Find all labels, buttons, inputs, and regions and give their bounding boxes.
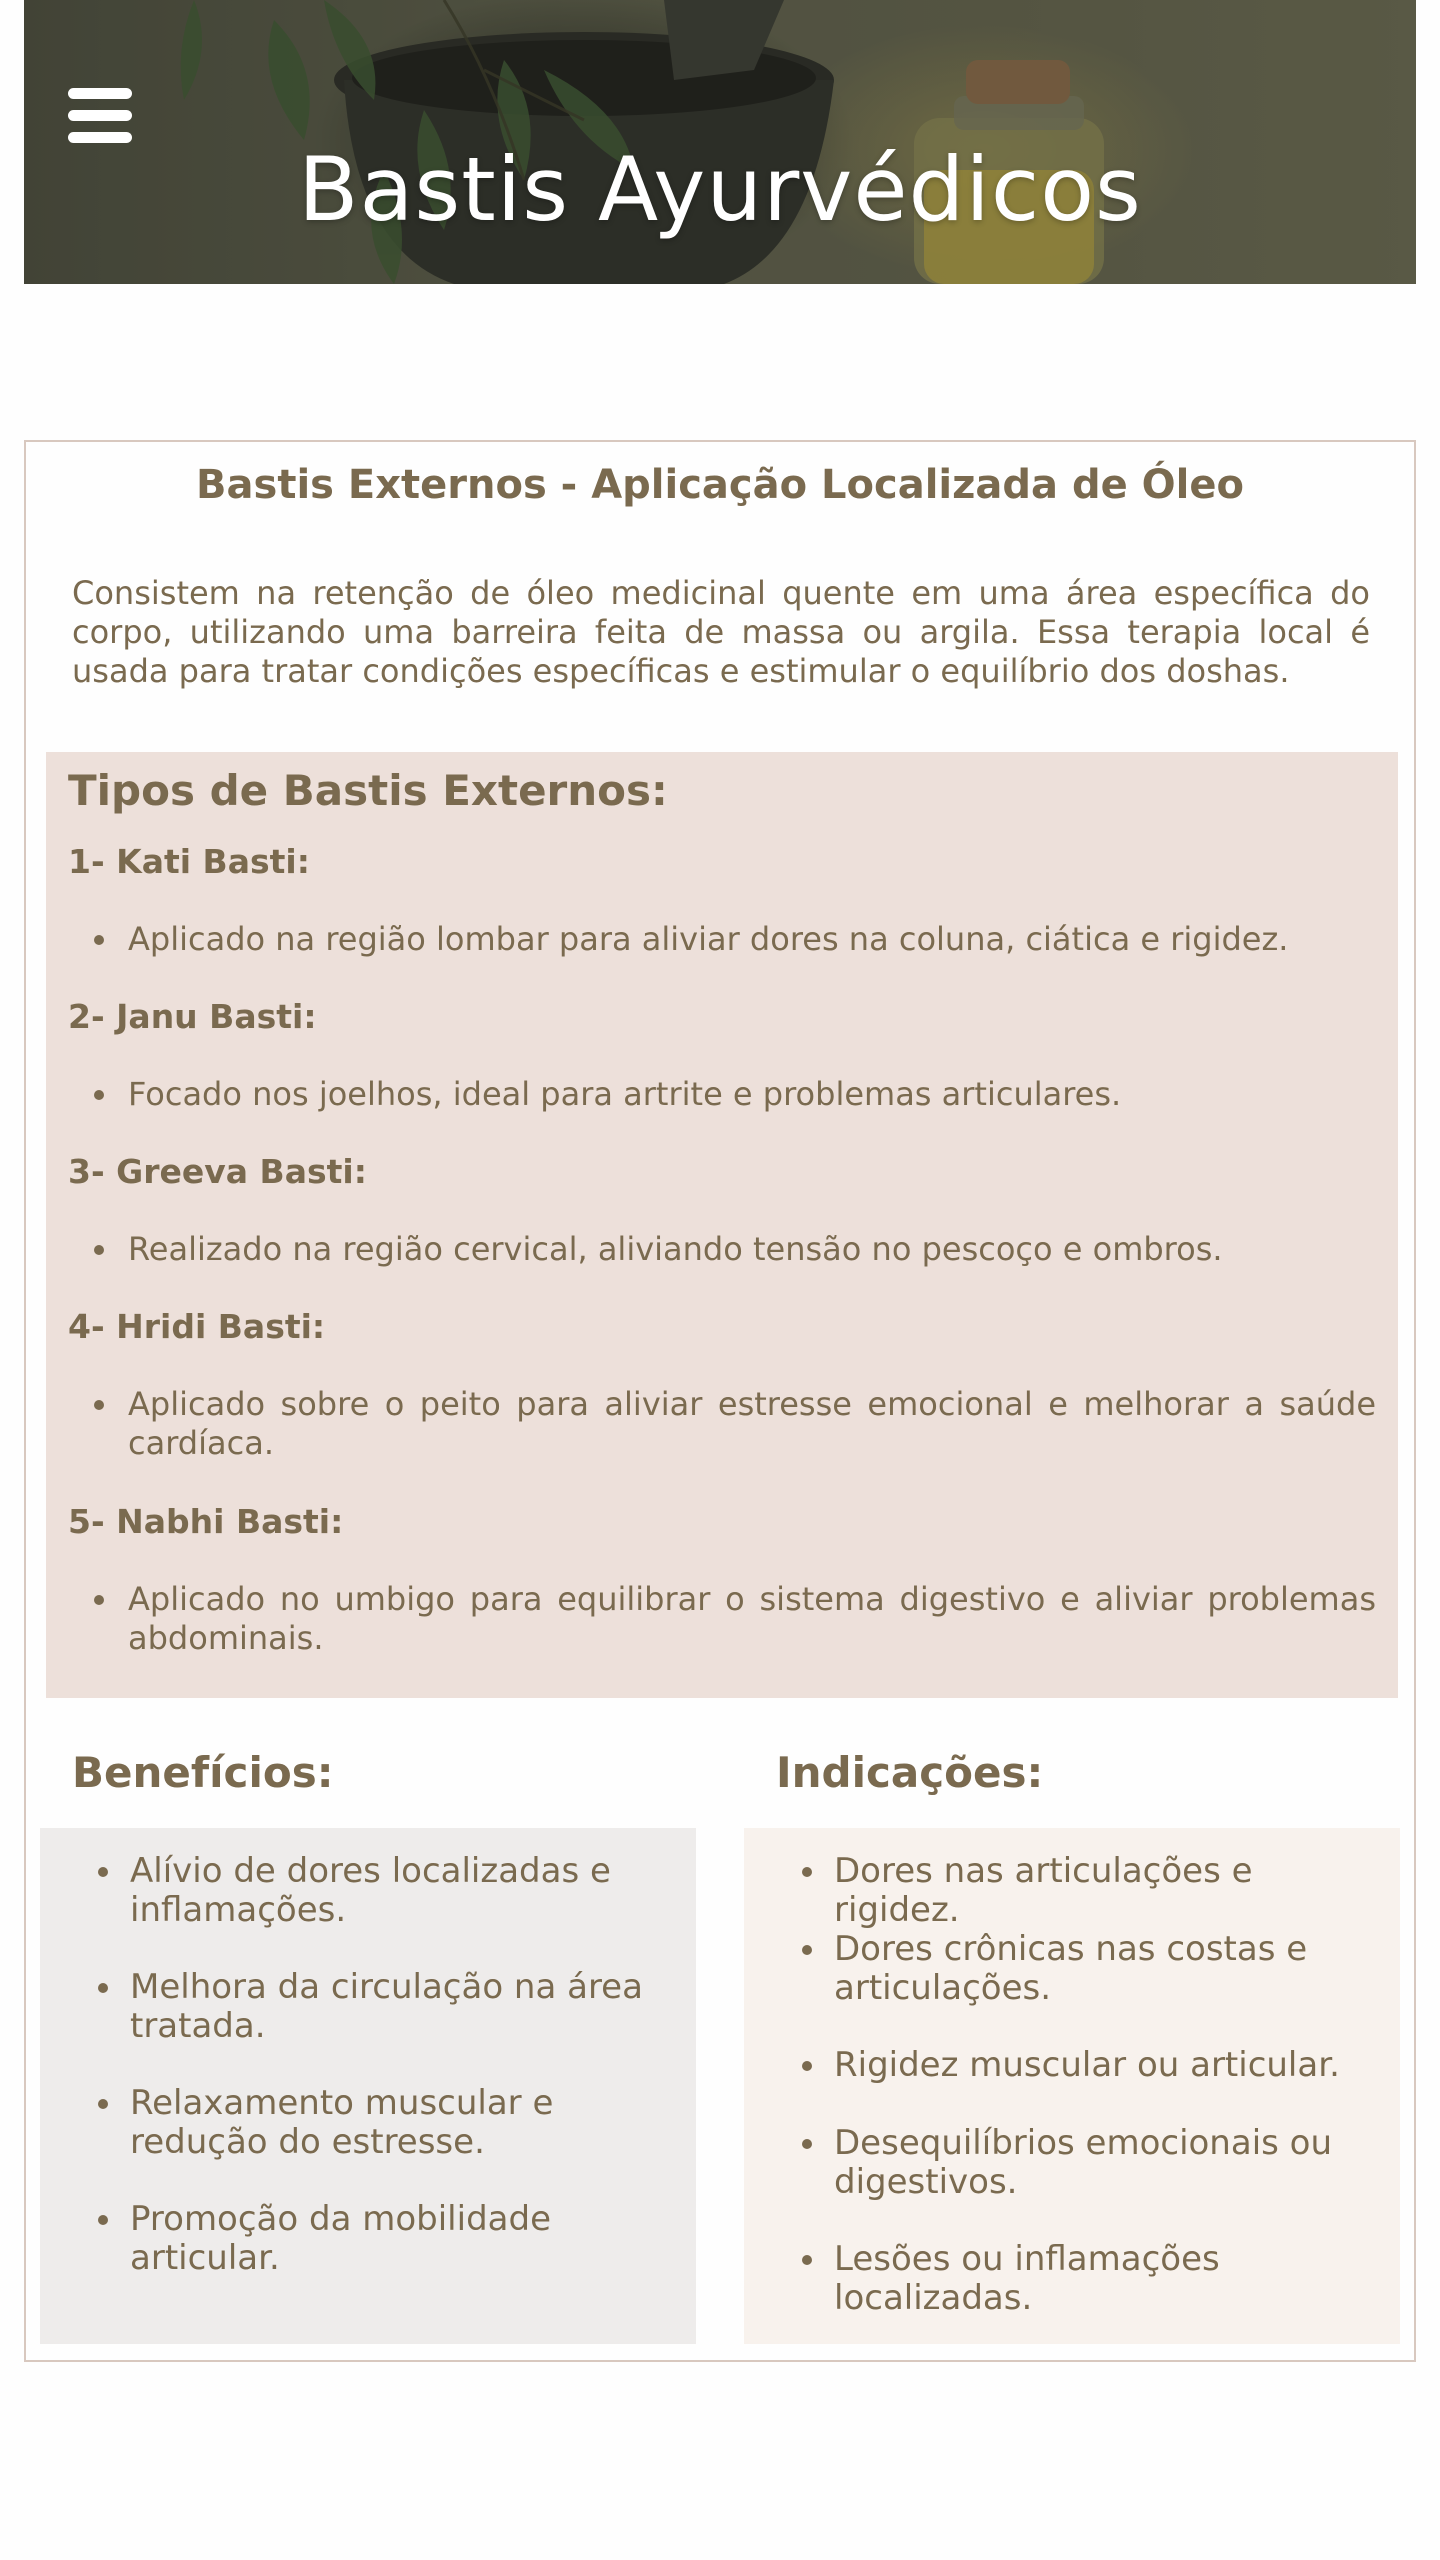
- type-description: Focado nos joelhos, ideal para artrite e problemas articulares.: [128, 1075, 1376, 1114]
- indication-item: Dores crônicas nas costas e articulações.: [834, 1930, 1374, 2008]
- site-title: Bastis Ayurvédicos: [298, 138, 1142, 241]
- benefit-item: Promoção da mobilidade articular.: [130, 2200, 670, 2278]
- indication-item: Lesões ou inflamações localizadas.: [834, 2240, 1374, 2318]
- types-panel: [46, 752, 1398, 1698]
- indication-item: Desequilíbrios emocionais ou digestivos.: [834, 2124, 1374, 2202]
- type-description: Aplicado sobre o peito para aliviar estresse emocional e melhorar a saúde cardíaca.: [128, 1385, 1376, 1462]
- type-name: 1- Kati Basti:: [68, 842, 310, 881]
- benefit-item: Relaxamento muscular e redução do estresse.: [130, 2084, 670, 2162]
- types-title: Tipos de Bastis Externos:: [68, 766, 668, 815]
- benefit-item: Melhora da circulação na área tratada.: [130, 1968, 670, 2046]
- indications-list: [744, 1828, 1400, 2344]
- benefits-list: [40, 1828, 696, 2344]
- type-description: Realizado na região cervical, aliviando tensão no pescoço e ombros.: [128, 1230, 1376, 1269]
- type-name: 2- Janu Basti:: [68, 997, 317, 1036]
- hero-banner: [24, 0, 1416, 284]
- type-name: 4- Hridi Basti:: [68, 1307, 326, 1346]
- indication-item: Dores nas articulações e rigidez.: [834, 1852, 1374, 1930]
- type-description: Aplicado no umbigo para equilibrar o sistema digestivo e aliviar problemas abdominais.: [128, 1580, 1376, 1657]
- indications-title: Indicações:: [776, 1748, 1044, 1797]
- hamburger-menu-icon[interactable]: [68, 88, 132, 144]
- content-card: [24, 440, 1416, 2362]
- type-description: Aplicado na região lombar para aliviar dores na coluna, ciática e rigidez.: [128, 920, 1376, 959]
- type-name: 3- Greeva Basti:: [68, 1152, 367, 1191]
- indication-item: Rigidez muscular ou articular.: [834, 2046, 1374, 2085]
- type-name: 5- Nabhi Basti:: [68, 1502, 344, 1541]
- benefits-title: Benefícios:: [72, 1748, 334, 1797]
- section-intro: Consistem na retenção de óleo medicinal quente em uma área específica do corpo, utilizando uma barreira feita de massa ou argila. Essa terapia local é usada para tratar condições específicas e estimular o equilíbrio dos doshas.: [72, 574, 1370, 690]
- section-title: Bastis Externos - Aplicação Localizada de Óleo: [196, 462, 1244, 508]
- benefit-item: Alívio de dores localizadas e inflamações.: [130, 1852, 670, 1930]
